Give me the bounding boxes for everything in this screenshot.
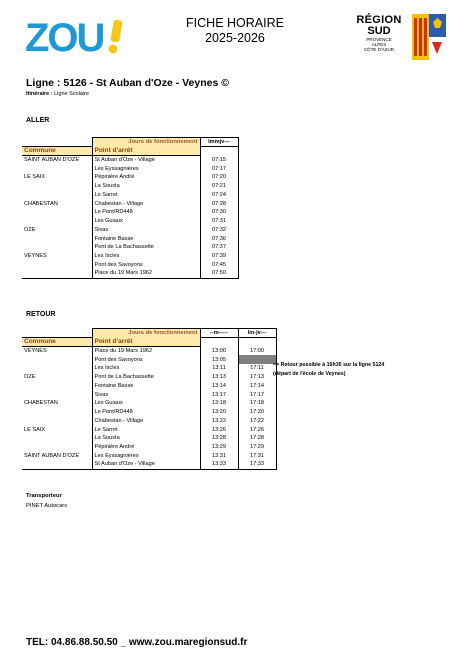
time-cell: 07:32 <box>200 226 238 235</box>
stop-cell: Les Iscles <box>92 364 200 373</box>
time-cell: 13:05 <box>200 355 238 364</box>
table-row <box>22 208 238 217</box>
table-row <box>22 364 276 373</box>
table-row <box>22 417 276 426</box>
footer-contact: TEL: 04.86.88.50.50 _ www.zou.maregionsud.fr <box>26 637 248 648</box>
time-cell: 07:15 <box>200 156 238 165</box>
retour-days-col1: --m----- <box>200 329 238 338</box>
commune-cell: SAINT AUBAN D'OZE <box>24 452 80 459</box>
time-cell: 07:39 <box>200 252 238 261</box>
retour-days-header: Jours de fonctionnement <box>92 329 200 338</box>
stop-cell: Fontaine Basse <box>92 234 200 243</box>
table-row <box>22 182 238 191</box>
time-cell: 17:20 <box>238 408 276 417</box>
stop-cell: Le Sarret <box>92 191 200 200</box>
time-cell: 13:14 <box>200 382 238 391</box>
table-row <box>22 443 276 452</box>
stop-cell: Les Eyssagnières <box>92 452 200 461</box>
commune-cell <box>22 182 92 191</box>
table-row <box>22 382 276 391</box>
time-cell: 17:31 <box>238 452 276 461</box>
retour-note-line2: (départ de l'école de Veynes) <box>273 371 346 377</box>
time-cell: 07:36 <box>200 234 238 243</box>
region-shield-icon <box>412 14 446 60</box>
commune-cell <box>22 443 92 452</box>
title-line1: FICHE HORAIRE <box>186 16 284 30</box>
table-row <box>22 191 238 200</box>
time-cell: 07:20 <box>200 173 238 182</box>
stop-cell: Place du 19 Mars 1962 <box>92 269 200 278</box>
commune-cell: VEYNES <box>24 253 47 260</box>
retour-commune-header: Commune <box>22 338 92 347</box>
table-row <box>22 355 276 364</box>
stop-cell: St Auban d'Oze - Village <box>92 156 200 165</box>
time-cell: 13:17 <box>200 390 238 399</box>
time-cell-unavailable <box>238 355 276 364</box>
stop-cell: La Sousta <box>92 182 200 191</box>
aller-days-value: lmmjv--- <box>200 138 238 147</box>
stop-cell: Sivas <box>92 226 200 235</box>
table-row <box>22 347 276 356</box>
stop-cell: Le Sarret <box>92 425 200 434</box>
stop-cell: Pépinière André <box>92 173 200 182</box>
table-row <box>22 226 238 235</box>
page-title <box>160 16 310 46</box>
time-cell: 13:33 <box>200 460 238 469</box>
time-cell: 17:28 <box>238 434 276 443</box>
aller-table <box>22 137 239 279</box>
time-cell: 13:11 <box>200 364 238 373</box>
commune-cell <box>22 217 92 226</box>
table-row <box>22 373 276 382</box>
time-cell: 07:21 <box>200 182 238 191</box>
time-cell: 17:26 <box>238 425 276 434</box>
retour-label: RETOUR <box>26 311 56 318</box>
commune-cell <box>22 234 92 243</box>
commune-cell <box>22 434 92 443</box>
line-title: Ligne : 5126 - St Auban d'Oze - Veynes © <box>26 77 229 89</box>
time-cell: 13:13 <box>200 373 238 382</box>
time-cell: 07:28 <box>200 199 238 208</box>
table-row <box>22 460 276 469</box>
stop-cell: Pépinière André <box>92 443 200 452</box>
time-cell: 07:50 <box>200 269 238 278</box>
time-cell: 17:33 <box>238 460 276 469</box>
title-line2: 2025-2026 <box>205 31 265 45</box>
stop-cell: Pont de La Bachassette <box>92 243 200 252</box>
time-cell: 13:28 <box>200 434 238 443</box>
stop-cell: Le Pont/RD448 <box>92 408 200 417</box>
time-cell: 13:29 <box>200 443 238 452</box>
table-row <box>22 434 276 443</box>
table-row <box>22 269 238 278</box>
time-cell: 13:00 <box>200 347 238 356</box>
table-row <box>22 156 238 165</box>
table-row <box>22 164 238 173</box>
zou-logo <box>25 18 130 56</box>
table-row <box>22 252 238 261</box>
time-cell: 07:30 <box>200 208 238 217</box>
stop-cell: St Auban d'Oze - Village <box>92 460 200 469</box>
time-cell: 13:22 <box>200 417 238 426</box>
stop-cell: Fontaine Basse <box>92 382 200 391</box>
time-cell: 07:37 <box>200 243 238 252</box>
commune-cell <box>22 269 92 278</box>
commune-cell: OZE <box>24 226 36 233</box>
commune-cell: CHABESTAN <box>24 400 58 407</box>
commune-cell <box>22 208 92 217</box>
retour-note-line1: => Retour possible à 16h35 sur la ligne 5124 <box>273 362 385 368</box>
time-cell: 17:22 <box>238 417 276 426</box>
time-cell: 17:14 <box>238 382 276 391</box>
time-cell: 07:45 <box>200 261 238 270</box>
table-row <box>22 217 238 226</box>
commune-cell <box>22 364 92 373</box>
time-cell: 13:18 <box>200 399 238 408</box>
time-cell: 07:17 <box>200 164 238 173</box>
itinerary-label: Itinéraire : <box>26 91 53 97</box>
stop-cell: Chabestan - Village <box>92 417 200 426</box>
retour-days-col2: lm-jv--- <box>238 329 276 338</box>
transport-label: Transporteur <box>26 493 62 499</box>
stop-cell: Les Eyssagnières <box>92 164 200 173</box>
table-row <box>22 199 238 208</box>
commune-cell: LE SAIX <box>24 174 46 181</box>
stop-cell: Sivas <box>92 390 200 399</box>
time-cell: 13:26 <box>200 425 238 434</box>
stop-cell: Pont de La Bachassette <box>92 373 200 382</box>
time-cell: 17:17 <box>238 390 276 399</box>
table-row <box>22 261 238 270</box>
time-cell: 13:20 <box>200 408 238 417</box>
commune-cell <box>22 261 92 270</box>
time-cell: 17:29 <box>238 443 276 452</box>
table-row <box>22 243 238 252</box>
stop-cell: Les Guiaux <box>92 217 200 226</box>
aller-stop-header: Point d'arrêt <box>92 147 200 156</box>
table-row <box>22 399 276 408</box>
table-row <box>22 173 238 182</box>
commune-cell <box>22 164 92 173</box>
aller-days-header: Jours de fonctionnement <box>92 138 200 147</box>
table-row <box>22 390 276 399</box>
commune-cell: VEYNES <box>24 348 47 355</box>
itinerary <box>26 91 89 97</box>
commune-cell: CHABESTAN <box>24 200 58 207</box>
stop-cell: Chabestan - Village <box>92 199 200 208</box>
time-cell: 17:13 <box>238 373 276 382</box>
table-row <box>22 425 276 434</box>
table-row <box>22 452 276 461</box>
table-row <box>22 408 276 417</box>
time-cell: 13:31 <box>200 452 238 461</box>
stop-cell: Les Iscles <box>92 252 200 261</box>
time-cell: 07:31 <box>200 217 238 226</box>
commune-cell <box>22 355 92 364</box>
stop-cell: Pont des Savoyons <box>92 355 200 364</box>
commune-cell <box>22 243 92 252</box>
transport-name: PINET Autocars <box>26 503 68 509</box>
aller-commune-header: Commune <box>22 147 92 156</box>
time-cell: 17:11 <box>238 364 276 373</box>
commune-cell: OZE <box>24 374 36 381</box>
stop-cell: Les Guiaux <box>92 399 200 408</box>
commune-cell <box>22 382 92 391</box>
time-cell: 17:00 <box>238 347 276 356</box>
retour-table <box>22 328 277 470</box>
commune-cell <box>22 408 92 417</box>
region-sud-logo: RÉGION SUD PROVENCE ALPES CÔTE D'AZUR <box>350 14 448 64</box>
commune-cell: LE SAIX <box>24 426 46 433</box>
time-cell: 07:24 <box>200 191 238 200</box>
commune-cell: SAINT AUBAN D'OZE <box>24 157 80 164</box>
stop-cell: La Sousta <box>92 434 200 443</box>
commune-cell <box>22 460 92 469</box>
stop-cell: Le Pont/RD448 <box>92 208 200 217</box>
retour-stop-header: Point d'arrêt <box>92 338 200 347</box>
commune-cell <box>22 191 92 200</box>
stop-cell: Place du 19 Mars 1962 <box>92 347 200 356</box>
itinerary-value: Ligne Scolaire <box>54 91 89 97</box>
aller-label: ALLER <box>26 117 50 124</box>
stop-cell: Pont des Savoyons <box>92 261 200 270</box>
commune-cell <box>22 417 92 426</box>
time-cell: 17:18 <box>238 399 276 408</box>
svg-text:ZOU: ZOU <box>25 18 104 56</box>
table-row <box>22 234 238 243</box>
commune-cell <box>22 390 92 399</box>
